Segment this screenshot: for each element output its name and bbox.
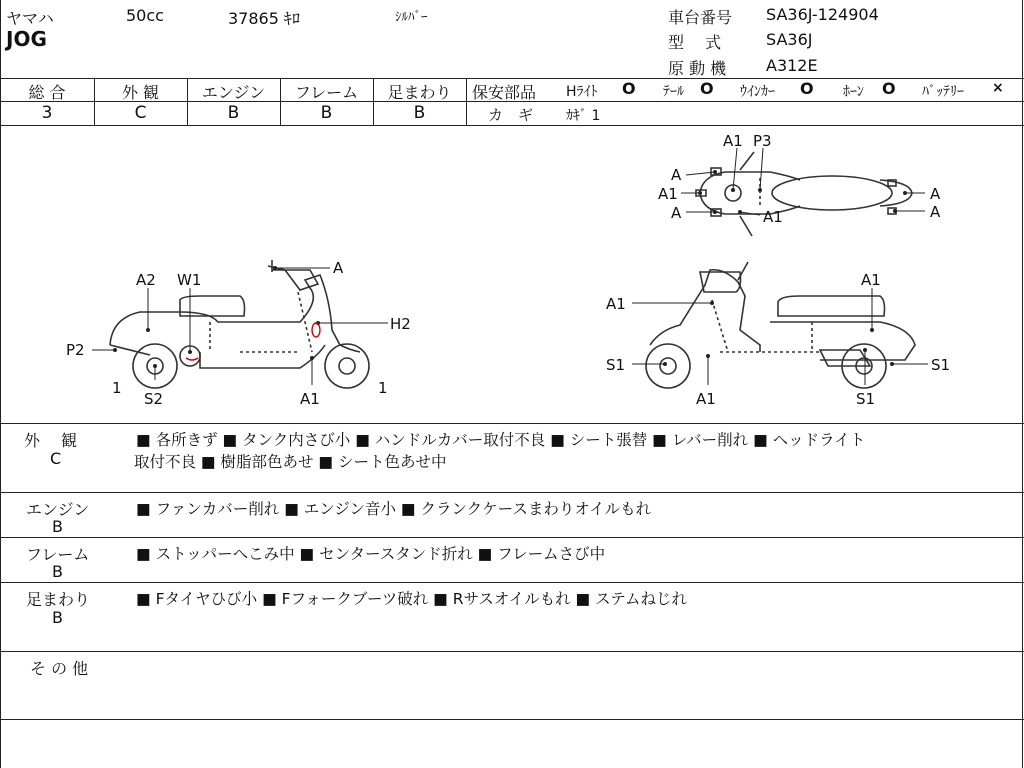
displacement: 50cc xyxy=(126,6,164,25)
safety-winker-mark: O xyxy=(800,79,814,98)
diag-right-s1-right: S1 xyxy=(931,356,951,374)
divider xyxy=(0,651,1024,652)
grade-exterior: C xyxy=(134,103,147,123)
diag-left-w1: W1 xyxy=(177,271,202,289)
diag-top-a1: A1 xyxy=(723,132,743,150)
divider xyxy=(0,492,1024,493)
model-name: JOG xyxy=(6,27,47,51)
safety-winker: ｳｲﾝｶｰ xyxy=(740,84,775,100)
divider xyxy=(0,537,1024,538)
detail-exterior-text: ■ 各所きず ■ タンク内さび小 ■ ハンドルカバー取付不良 ■ シート張替 ■ レバー削れ ■ ヘッドライト xyxy=(136,431,866,449)
engine-value: A312E xyxy=(766,56,818,75)
engine-label: 原 動 機 xyxy=(668,59,727,78)
grade-suspension-label: 足まわり xyxy=(387,83,452,102)
detail-engine-grade: B xyxy=(52,517,63,536)
red-damage-mark xyxy=(312,323,320,337)
grade-engine: B xyxy=(227,103,240,123)
type-label: 型 式 xyxy=(668,33,722,52)
safety-headlight-mark: O xyxy=(622,79,636,98)
diag-left-1: 1 xyxy=(378,379,388,397)
diag-left-h2: H2 xyxy=(390,315,411,333)
diag-right-a1-top: A1 xyxy=(861,271,881,289)
top-view-scooter xyxy=(696,152,912,236)
grade-total: 3 xyxy=(41,103,53,123)
key-value: ｶｷﾞ 1 xyxy=(566,108,601,124)
safety-label: 保安部品 xyxy=(472,83,537,102)
grade-total-label: 総 合 xyxy=(28,83,66,102)
grade-frame-label: フレーム xyxy=(294,83,359,102)
diag-left-a1: A1 xyxy=(300,390,320,408)
diag-top-a-right: A xyxy=(930,203,941,221)
diag-top-a1-bottom: A1 xyxy=(763,208,783,226)
grade-suspension: B xyxy=(413,103,426,123)
maker-name: ヤマハ xyxy=(6,9,54,28)
mileage: 37865 ｷﾛ xyxy=(228,9,300,28)
diag-top-a: A xyxy=(671,166,682,184)
body-color: ｼﾙﾊﾞｰ xyxy=(395,10,428,25)
detail-exterior-label: 外 観 xyxy=(24,431,78,450)
grade-frame: B xyxy=(320,103,333,123)
diag-right-a1-bottom: A1 xyxy=(696,390,716,408)
grade-engine-label: エンジン xyxy=(201,83,266,102)
safety-horn: ﾎｰﾝ xyxy=(843,84,864,100)
diag-left-p2: P2 xyxy=(66,341,85,359)
divider xyxy=(0,582,1024,583)
diag-left-a2: A2 xyxy=(136,271,156,289)
detail-suspension-text: ■ Fタイヤひび小 ■ Fフォークブーツ破れ ■ Rサスオイルもれ ■ ステムねじれ xyxy=(136,590,688,608)
safety-battery: ﾊﾞｯﾃﾘｰ xyxy=(922,84,964,100)
detail-suspension-grade: B xyxy=(52,608,63,627)
diag-right-s1-left: S1 xyxy=(606,356,626,374)
detail-exterior-text: 取付不良 ■ 樹脂部色あせ ■ シート色あせ中 xyxy=(134,453,447,471)
safety-tail-mark: O xyxy=(700,79,714,98)
detail-engine-label: エンジン xyxy=(26,500,90,519)
diag-right-s1-bottom: S1 xyxy=(856,390,876,408)
divider xyxy=(0,719,1024,720)
red-damage-mark xyxy=(186,358,198,360)
diag-left-s2: S2 xyxy=(144,390,164,408)
safety-horn-mark: O xyxy=(882,79,896,98)
safety-tail: ﾃｰﾙ xyxy=(663,84,684,100)
safety-battery-mark: × xyxy=(992,80,1004,96)
diag-top-a1-left: A1 xyxy=(658,185,678,203)
type-value: SA36J xyxy=(766,30,813,49)
detail-exterior-grade: C xyxy=(50,449,62,468)
diag-right-a1-left: A1 xyxy=(606,295,626,313)
detail-suspension-label: 足まわり xyxy=(26,590,91,609)
grade-exterior-label: 外 観 xyxy=(121,83,160,102)
diag-top-a-right: A xyxy=(930,185,941,203)
diag-left-a: A xyxy=(333,259,344,277)
diag-left-1: 1 xyxy=(112,379,122,397)
diag-top-p3: P3 xyxy=(753,132,772,150)
frame-no-label: 車台番号 xyxy=(668,8,733,27)
detail-frame-label: フレーム xyxy=(26,545,90,564)
safety-headlight: Hﾗｲﾄ xyxy=(566,84,598,100)
frame-no: SA36J-124904 xyxy=(766,5,879,24)
detail-frame-grade: B xyxy=(52,562,63,581)
detail-engine-text: ■ ファンカバー削れ ■ エンジン音小 ■ クランクケースまわりオイルもれ xyxy=(136,500,652,518)
detail-other-label: そ の 他 xyxy=(30,659,89,678)
diag-top-a: A xyxy=(671,204,682,222)
detail-frame-text: ■ ストッパーへこみ中 ■ センタースタンド折れ ■ フレームさび中 xyxy=(136,545,606,563)
key-label: カ ギ xyxy=(488,106,534,124)
